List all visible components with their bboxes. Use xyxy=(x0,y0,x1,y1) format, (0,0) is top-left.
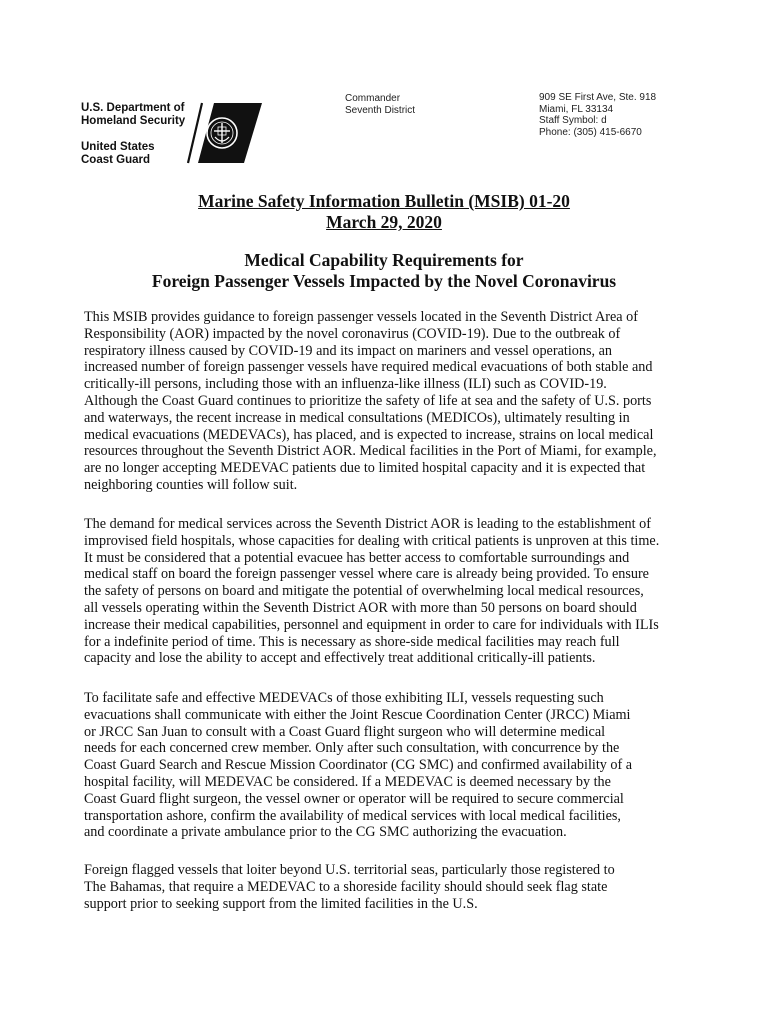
paragraph-line: resources throughout the Seventh District AOR. Medical facilities in the Port of Miami, for example, xyxy=(84,443,657,460)
agency-name xyxy=(81,141,155,167)
paragraph-line: The Bahamas, that require a MEDEVAC to a shoreside facility should should seek flag state xyxy=(84,878,608,895)
paragraph-line: It must be considered that a potential evacuee has better access to comfortable surroundings and xyxy=(84,549,630,566)
paragraph-line: This MSIB provides guidance to foreign passenger vessels located in the Seventh District Area of xyxy=(84,309,638,325)
agency-line: United States xyxy=(81,141,155,153)
paragraph-line: and coordinate a private ambulance prior to the CG SMC authorizing the evacuation. xyxy=(84,824,567,841)
paragraph-line: and waterways, the recent increase in medical consultations (MEDICOs), ultimately resulting in xyxy=(84,409,630,426)
paragraph-line: transportation ashore, confirm the availability of medical services with local medical facilities, xyxy=(84,807,621,824)
address-line: 909 SE First Ave, Ste. 918 xyxy=(539,92,657,103)
paragraph-line: needs for each concerned crew member. Only after such consultation, with concurrence by the xyxy=(84,740,620,757)
paragraph-line: respiratory illness caused by COVID-19 and its impact on mariners and vessel operations, an xyxy=(84,342,612,359)
address-line: Miami, FL 33134 xyxy=(539,103,614,115)
address-line: Phone: (305) 415-6670 xyxy=(539,126,642,138)
paragraph-medical-demand xyxy=(84,516,694,667)
subtitle-line: Foreign Passenger Vessels Impacted by the Novel Coronavirus xyxy=(151,271,617,291)
paragraph-line: critically-ill persons, including those with an influenza-like illness (ILI) such as COVID-19. xyxy=(84,376,607,393)
paragraph-line: medical staff on board the foreign passenger vessel where care is already being provided. To ensure xyxy=(84,566,649,583)
paragraph-line: all vessels operating within the Seventh District AOR with more than 50 persons on board should xyxy=(84,599,637,616)
paragraph-line: Coast Guard flight surgeon, the vessel owner or operator will be required to secure commercial xyxy=(84,790,624,807)
agency-line: Coast Guard xyxy=(81,154,151,166)
paragraph-line: are no longer accepting MEDEVAC patients due to limited hospital capacity and it is expected that xyxy=(84,460,646,477)
paragraph-line: To facilitate safe and effective MEDEVACs of those exhibiting ILI, vessels requesting such xyxy=(84,690,604,706)
paragraph-line: Coast Guard Search and Rescue Mission Coordinator (CG SMC) and confirmed availability of a xyxy=(84,757,633,774)
command-line: Commander xyxy=(345,93,401,104)
paragraph-line: capacity and lose the ability to accept and effectively treat additional critically-ill patients. xyxy=(84,650,596,667)
subtitle-line: Medical Capability Requirements for xyxy=(244,250,524,270)
bulletin-number: Marine Safety Information Bulletin (MSIB) 01-20 xyxy=(198,191,570,211)
command-line: Seventh District xyxy=(345,105,416,116)
paragraph-line: neighboring counties will follow suit. xyxy=(84,476,298,493)
paragraph-line: The demand for medical services across the Seventh District AOR is leading to the establishment of xyxy=(84,516,651,532)
paragraph-line: Although the Coast Guard continues to prioritize the safety of life at sea and the safety of U.S. ports xyxy=(84,392,652,409)
paragraph-line: or JRCC San Juan to consult with a Coast Guard flight surgeon who will determine medical xyxy=(84,723,606,740)
department-name xyxy=(81,102,185,128)
paragraph-foreign-flagged xyxy=(84,862,694,912)
address-block xyxy=(539,92,656,138)
paragraph-line: Foreign flagged vessels that loiter beyond U.S. territorial seas, particularly those registered to xyxy=(84,862,615,878)
paragraph-line: the safety of persons on board and mitigate the potential of overwhelming local medical resources, xyxy=(84,583,644,600)
paragraph-line: for a indefinite period of time. This is necessary as shore-side medical facilities may reach full xyxy=(84,633,620,650)
paragraph-line: improvised field hospitals, whose capacities for dealing with critical patients is unproven at this time. xyxy=(84,532,660,549)
paragraph-line: evacuations shall communicate with either the Joint Rescue Coordination Center (JRCC) Miami xyxy=(84,706,631,723)
bulletin-date: March 29, 2020 xyxy=(326,212,442,232)
paragraph-line: medical evacuations (MEDEVACs), has placed, and is expected to increase, strains on local medical xyxy=(84,426,654,443)
paragraph-guidance xyxy=(84,309,694,494)
paragraph-medevac-procedure xyxy=(84,690,694,841)
bulletin-subtitle xyxy=(0,250,768,292)
address-line: Staff Symbol: d xyxy=(539,115,607,126)
paragraph-line: increase their medical capabilities, personnel and equipment in order to care for individuals with ILIs xyxy=(84,616,659,633)
paragraph-line: support prior to seeking support from the limited facilities in the U.S. xyxy=(84,895,478,912)
paragraph-line: hospital facility, will MEDEVAC be considered. If a MEDEVAC is deemed necessary by the xyxy=(84,773,611,790)
coast-guard-seal-icon xyxy=(182,101,262,165)
command-block xyxy=(345,93,415,117)
department-line: U.S. Department of xyxy=(81,102,185,114)
paragraph-line: increased number of foreign passenger vessels have required medical evacuations of both stable and xyxy=(84,359,653,376)
paragraph-line: Responsibility (AOR) impacted by the novel coronavirus (COVID-19). Due to the outbreak of xyxy=(84,325,621,342)
bulletin-title xyxy=(0,191,768,233)
department-line: Homeland Security xyxy=(81,115,186,127)
